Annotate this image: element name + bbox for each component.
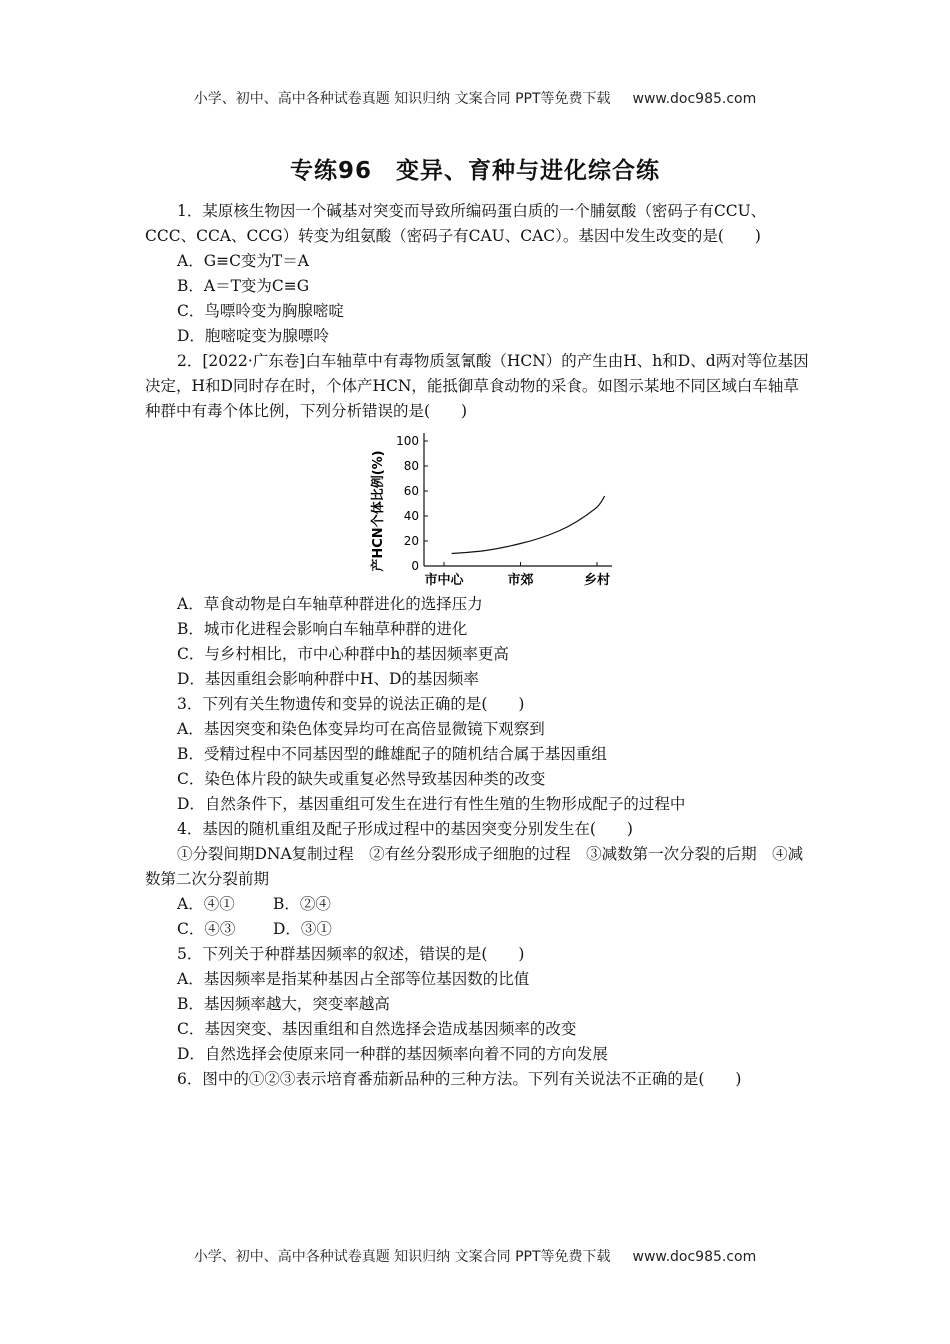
page-header xyxy=(0,88,950,108)
q2-option-d: D．基因重组会影响种群中H、D的基因频率 xyxy=(177,670,479,688)
q4-option-a: A．④① xyxy=(177,895,235,913)
q6-stem: 6．图中的①②③表示培育番茄新品种的三种方法。下列有关说法不正确的是( ) xyxy=(177,1070,742,1088)
y-tick-label: 20 xyxy=(403,534,419,548)
x-tick-label: 市郊 xyxy=(507,573,534,588)
page-title: 专练96 变异、育种与进化综合练 xyxy=(289,158,660,184)
q4-stem: 4．基因的随机重组及配子形成过程中的基因突变分别发生在( ) xyxy=(177,820,633,838)
y-axis-label xyxy=(370,450,386,571)
footer-site-link[interactable]: www.doc985.com xyxy=(632,1249,757,1265)
y-tick-label: 60 xyxy=(403,484,419,498)
q5-option-a: A．基因频率是指某种基因占全部等位基因数的比值 xyxy=(177,970,530,988)
q1-option-a: A．G≡C变为T＝A xyxy=(177,252,309,270)
q1-option-d: D．胞嘧啶变为腺嘌呤 xyxy=(177,327,329,345)
q4-options-row-2 xyxy=(145,917,809,942)
q1-option-b: B．A＝T变为C≡G xyxy=(177,277,310,295)
q4-items: ①分裂间期DNA复制过程 ②有丝分裂形成子细胞的过程 ③减数第一次分裂的后期 ④减数第二次分裂前期 xyxy=(145,845,804,888)
y-tick-label: 80 xyxy=(403,459,419,473)
x-tick-label: 市中心 xyxy=(424,573,464,588)
q2-option-b: B．城市化进程会影响白车轴草种群的进化 xyxy=(177,620,468,638)
header-text: 小学、初中、高中各种试卷真题 知识归纳 文案合同 PPT等免费下载 xyxy=(193,91,611,107)
footer-text: 小学、初中、高中各种试卷真题 知识归纳 文案合同 PPT等免费下载 xyxy=(193,1249,611,1265)
header-site-link[interactable]: www.doc985.com xyxy=(632,91,757,107)
q3-option-d: D．自然条件下，基因重组可发生在进行有性生殖的生物形成配子的过程中 xyxy=(177,795,686,813)
q4-options-row-1 xyxy=(145,892,809,917)
y-tick-label: 40 xyxy=(403,509,419,523)
q2-stem: 2．[2022·广东卷]白车轴草中有毒物质氢氰酸（HCN）的产生由H、h和D、d两对等位基因决定，H和D同时存在时，个体产HCN，能抵御草食动物的采食。如图示某地不同区域白车轴草种群中有毒个体比例，下列分析错误的是( ) xyxy=(145,352,809,420)
q5-option-b: B．基因频率越大，突变率越高 xyxy=(177,995,390,1013)
q1-option-c: C．鸟嘌呤变为胸腺嘧啶 xyxy=(177,302,344,320)
q2-option-c: C．与乡村相比，市中心种群中h的基因频率更高 xyxy=(177,645,509,663)
q1-stem: 1．某原核生物因一个碱基对突变而导致所编码蛋白质的一个脯氨酸（密码子有CCU、CCC、CCA、CCG）转变为组氨酸（密码子有CAU、CAC）。基因中发生改变的是( ) xyxy=(145,202,767,245)
series-line xyxy=(452,496,605,554)
hcn-chart xyxy=(367,428,617,588)
y-tick-label: 0 xyxy=(411,559,419,573)
q5-stem: 5．下列关于种群基因频率的叙述，错误的是( ) xyxy=(177,945,525,963)
q2-option-a: A．草食动物是白车轴草种群进化的选择压力 xyxy=(177,595,483,613)
q3-option-b: B．受精过程中不同基因型的雌雄配子的随机结合属于基因重组 xyxy=(177,745,607,763)
exam-content xyxy=(145,199,809,1092)
y-tick-label: 100 xyxy=(396,434,419,448)
q3-stem: 3．下列有关生物遗传和变异的说法正确的是( ) xyxy=(177,695,525,713)
x-tick-label: 乡村 xyxy=(583,573,611,588)
q4-option-b: B．②④ xyxy=(273,895,331,913)
q5-option-c: C．基因突变、基因重组和自然选择会造成基因频率的改变 xyxy=(177,1020,577,1038)
q3-option-c: C．染色体片段的缺失或重复必然导致基因种类的改变 xyxy=(177,770,546,788)
q4-option-d: D．③① xyxy=(273,920,332,938)
page-footer xyxy=(0,1246,950,1266)
y-axis-title: 产HCN个体比例(%) xyxy=(371,450,386,572)
q4-option-c: C．④③ xyxy=(177,920,236,938)
q3-option-a: A．基因突变和染色体变异均可在高倍显微镜下观察到 xyxy=(177,720,545,738)
q5-option-d: D．自然选择会使原来同一种群的基因频率向着不同的方向发展 xyxy=(177,1045,608,1063)
